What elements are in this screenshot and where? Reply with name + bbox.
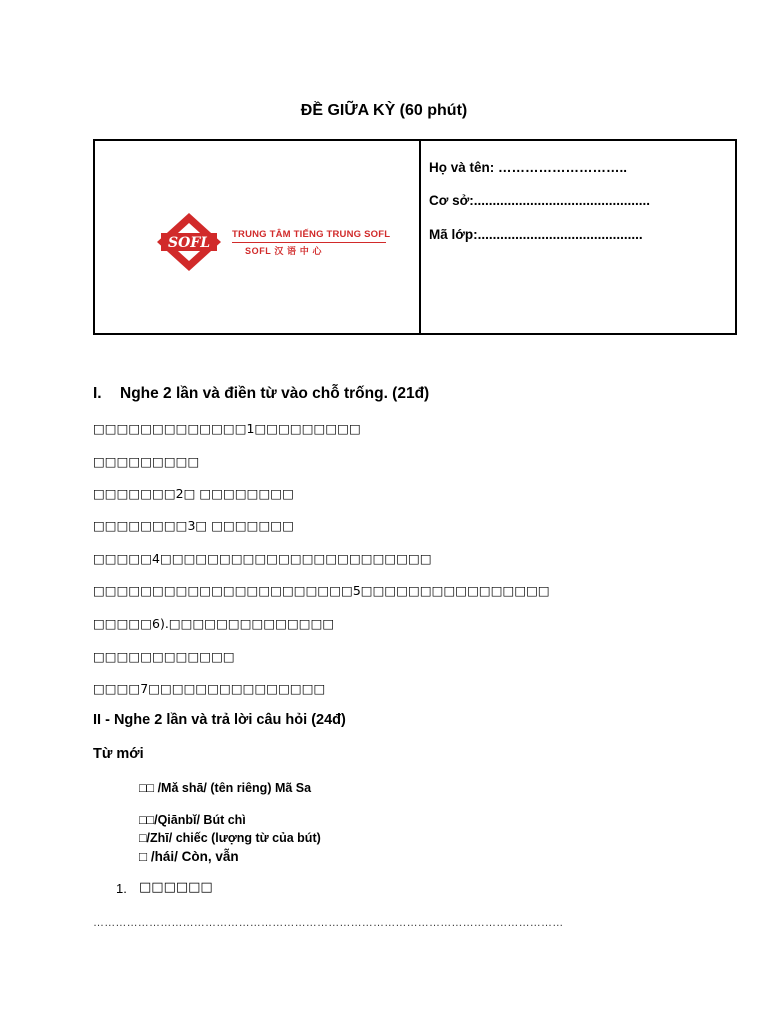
vocab-item: □/Zhī/ chiếc (lượng từ của bút) bbox=[139, 831, 321, 845]
vocab-item: □□/Qiānbǐ/ Bút chì bbox=[139, 813, 246, 827]
section1-line: □□□□□□□□□ bbox=[93, 454, 200, 469]
logo-divider bbox=[232, 242, 386, 243]
section2-heading: II - Nghe 2 lần và trả lời câu hỏi (24đ) bbox=[93, 712, 346, 728]
logo-text-line2: SOFL 汉 语 中 心 bbox=[245, 246, 323, 256]
class-code-field: Mã lớp:............................................ bbox=[429, 227, 643, 242]
section1-line: □□□□□□□2□ □□□□□□□□ bbox=[93, 486, 294, 501]
svg-text:SOFL: SOFL bbox=[167, 235, 211, 251]
logo-text-line1: TRUNG TÂM TIẾNG TRUNG SOFL bbox=[232, 229, 391, 240]
exam-title: ĐỀ GIỮA KỲ (60 phút) bbox=[300, 102, 468, 119]
section1-number: I. bbox=[93, 385, 102, 402]
section1-line: □□□□7□□□□□□□□□□□□□□□ bbox=[93, 681, 326, 696]
section1-line: □□□□□4□□□□□□□□□□□□□□□□□□□□□□□ bbox=[93, 551, 432, 566]
vocab-item: □□ /Mǎ shā/ (tên riêng) Mã Sa bbox=[139, 781, 312, 795]
question-text: □□□□□□ bbox=[139, 880, 213, 895]
student-info-cell bbox=[429, 141, 729, 333]
header-table bbox=[93, 139, 737, 335]
section1-line: □□□□□□□□□□□□ bbox=[93, 649, 235, 664]
answer-line: ……………………………………………………………………………………………………………… bbox=[93, 917, 564, 929]
new-words-label: Từ mới bbox=[93, 746, 144, 762]
logo-cell bbox=[95, 141, 421, 333]
student-name-field: Họ và tên: ……………………….. bbox=[429, 160, 628, 175]
section1-heading bbox=[93, 385, 429, 403]
section1-line: □□□□□□□□□□□□□1□□□□□□□□□ bbox=[93, 421, 361, 436]
section1-line: □□□□□□□□3□ □□□□□□□ bbox=[93, 518, 294, 533]
vocab-item: □ /hái/ Còn, vẫn bbox=[139, 849, 239, 864]
section1-line: □□□□□□□□□□□□□□□□□□□□□□5□□□□□□□□□□□□□□□□ bbox=[93, 583, 550, 598]
sofl-logo-icon bbox=[155, 211, 223, 273]
campus-field: Cơ sở:............................................... bbox=[429, 193, 650, 208]
section1-heading-text: Nghe 2 lần và điền từ vào chỗ trống. (21đ) bbox=[120, 385, 430, 402]
question-number: 1. bbox=[116, 881, 127, 896]
section1-line: □□□□□6).□□□□□□□□□□□□□□ bbox=[93, 616, 335, 631]
